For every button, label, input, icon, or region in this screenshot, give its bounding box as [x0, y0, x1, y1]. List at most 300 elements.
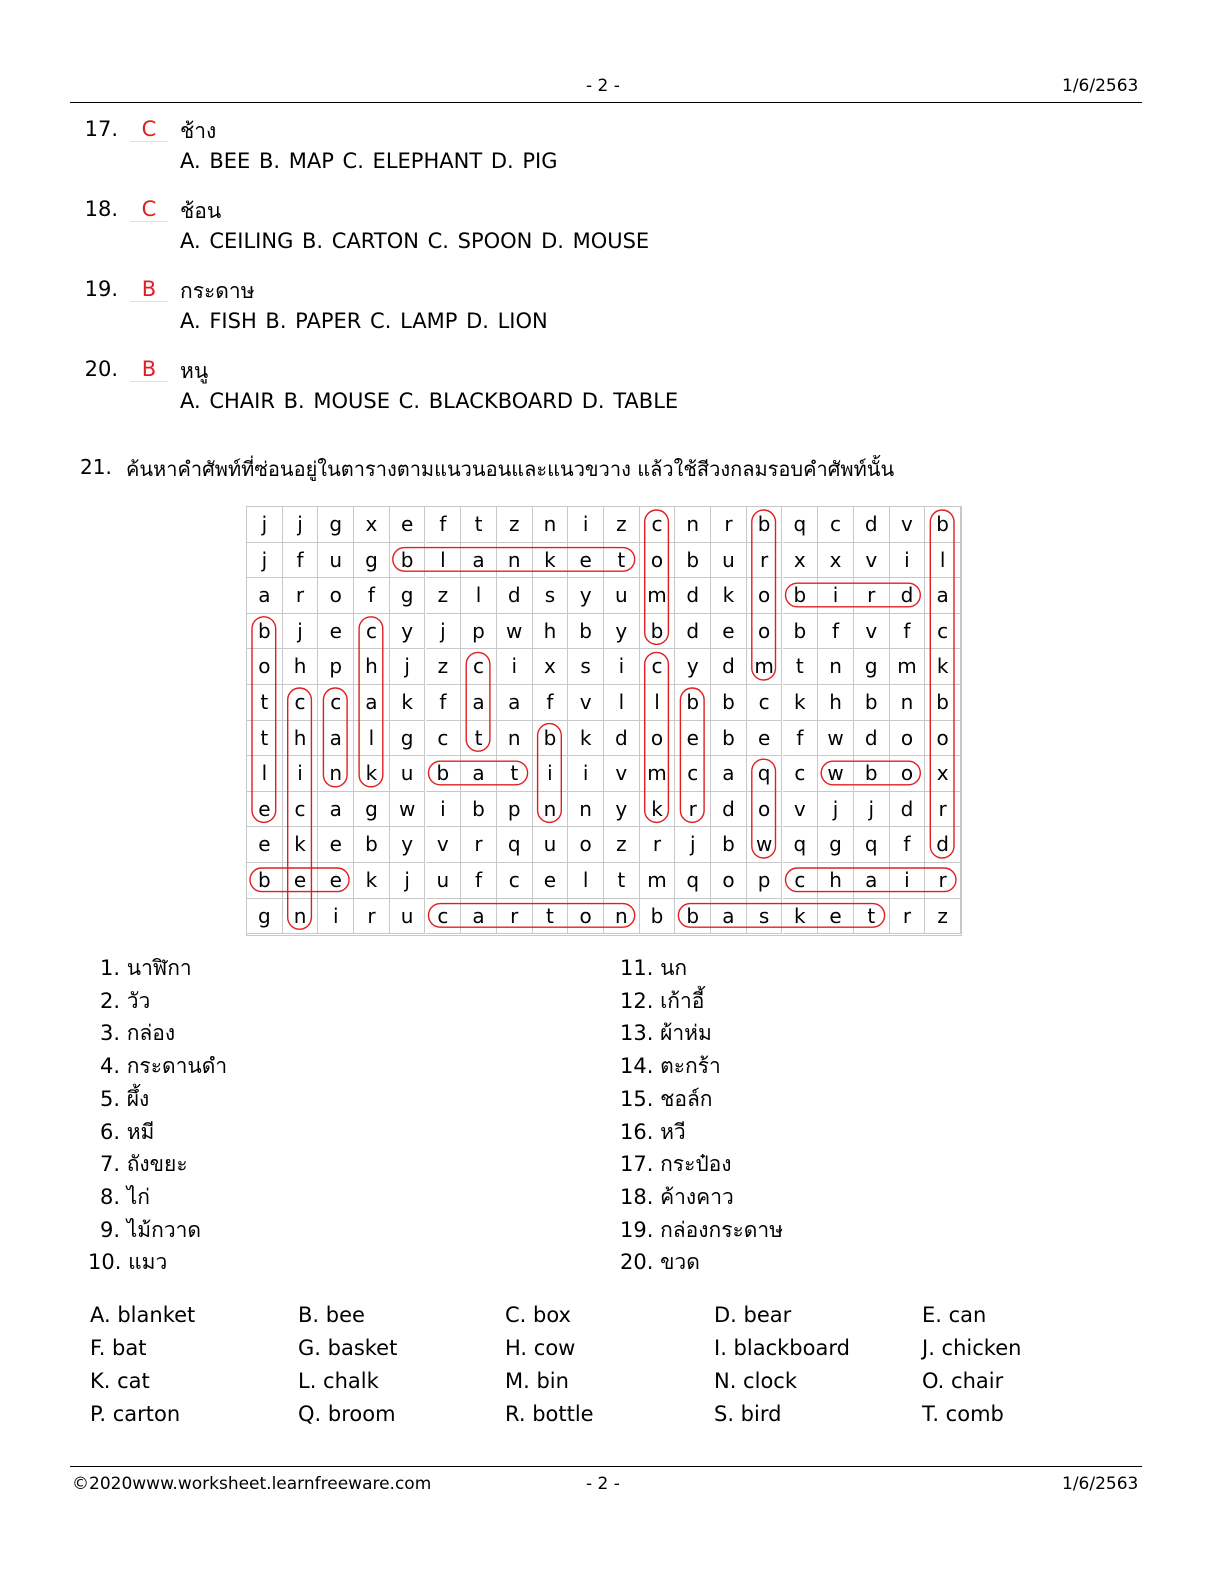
grid-cell[interactable]: t	[461, 721, 497, 757]
grid-cell[interactable]: a	[461, 899, 497, 935]
grid-cell[interactable]: h	[818, 685, 854, 721]
header-date: 1/6/2563	[1062, 76, 1139, 96]
grid-cell[interactable]: c	[783, 756, 819, 792]
grid-cell[interactable]: m	[890, 649, 926, 685]
grid-cell[interactable]: j	[247, 507, 283, 543]
question-number: 18.	[84, 197, 118, 221]
grid-cell[interactable]: t	[604, 543, 640, 579]
grid-cell[interactable]: g	[354, 792, 390, 828]
grid-cell[interactable]: i	[318, 899, 354, 935]
grid-cell[interactable]: o	[890, 721, 926, 757]
grid-cell[interactable]: e	[568, 543, 604, 579]
grid-cell[interactable]: a	[318, 792, 354, 828]
grid-cell[interactable]: o	[568, 827, 604, 863]
grid-cell[interactable]: b	[354, 827, 390, 863]
grid-cell[interactable]: o	[747, 578, 783, 614]
grid-cell[interactable]: x	[354, 507, 390, 543]
vocabulary-option: P. carton	[90, 1402, 181, 1426]
grid-cell[interactable]: b	[854, 756, 890, 792]
grid-cell[interactable]: d	[675, 578, 711, 614]
grid-cell[interactable]: i	[426, 792, 462, 828]
grid-cell[interactable]: k	[354, 756, 390, 792]
vocabulary-option: B. bee	[298, 1303, 365, 1327]
question-options: A. FISH B. PAPER C. LAMP D. LION	[180, 309, 548, 333]
grid-cell[interactable]: o	[925, 721, 961, 757]
grid-cell[interactable]: r	[854, 578, 890, 614]
footer-rule	[70, 1466, 1142, 1467]
grid-cell[interactable]: b	[783, 578, 819, 614]
grid-cell[interactable]: b	[675, 899, 711, 935]
grid-cell[interactable]: d	[497, 578, 533, 614]
grid-cell[interactable]: h	[354, 649, 390, 685]
grid-cell[interactable]: u	[390, 899, 426, 935]
grid-cell[interactable]: r	[497, 899, 533, 935]
grid-cell[interactable]: k	[568, 721, 604, 757]
grid-cell[interactable]: u	[390, 756, 426, 792]
grid-cell[interactable]: o	[747, 792, 783, 828]
answer-blank[interactable]: C	[130, 197, 168, 222]
grid-cell[interactable]: p	[747, 863, 783, 899]
grid-cell[interactable]: f	[533, 685, 569, 721]
vocabulary-option: K. cat	[90, 1369, 150, 1393]
grid-cell[interactable]: y	[390, 827, 426, 863]
grid-cell[interactable]: c	[318, 685, 354, 721]
grid-cell[interactable]: r	[354, 899, 390, 935]
grid-cell[interactable]: q	[747, 756, 783, 792]
grid-cell[interactable]: f	[818, 614, 854, 650]
grid-cell[interactable]: k	[354, 863, 390, 899]
grid-cell[interactable]: m	[640, 863, 676, 899]
grid-cell[interactable]: l	[461, 578, 497, 614]
grid-cell[interactable]: o	[640, 721, 676, 757]
grid-cell[interactable]: n	[604, 899, 640, 935]
grid-cell[interactable]: m	[640, 756, 676, 792]
grid-cell[interactable]: e	[318, 863, 354, 899]
grid-cell[interactable]: e	[711, 614, 747, 650]
grid-cell[interactable]: v	[890, 507, 926, 543]
grid-cell[interactable]: h	[533, 614, 569, 650]
grid-cell[interactable]: r	[461, 827, 497, 863]
grid-cell[interactable]: e	[283, 863, 319, 899]
grid-cell[interactable]: g	[854, 649, 890, 685]
grid-cell[interactable]: q	[675, 863, 711, 899]
grid-cell[interactable]: h	[818, 863, 854, 899]
grid-cell[interactable]: g	[390, 721, 426, 757]
grid-cell[interactable]: b	[675, 685, 711, 721]
grid-cell[interactable]: u	[711, 543, 747, 579]
grid-cell[interactable]: n	[675, 507, 711, 543]
grid-cell[interactable]: k	[640, 792, 676, 828]
clue-item: 17. กระป๋อง	[620, 1152, 732, 1177]
vocabulary-option: C. box	[505, 1303, 571, 1327]
clue-item: 10. แมว	[88, 1250, 168, 1275]
grid-cell[interactable]: d	[890, 578, 926, 614]
grid-cell[interactable]: i	[890, 543, 926, 579]
grid-cell[interactable]: b	[247, 863, 283, 899]
grid-cell[interactable]: s	[533, 578, 569, 614]
footer-date: 1/6/2563	[1062, 1474, 1139, 1494]
grid-cell[interactable]: d	[675, 614, 711, 650]
grid-cell[interactable]: d	[711, 649, 747, 685]
clue-item: 11. นก	[620, 956, 688, 980]
grid-cell[interactable]: i	[533, 756, 569, 792]
grid-cell[interactable]: j	[390, 863, 426, 899]
grid-cell[interactable]: g	[247, 899, 283, 935]
grid-cell[interactable]: z	[604, 507, 640, 543]
grid-cell[interactable]: j	[390, 649, 426, 685]
grid-cell[interactable]: u	[604, 578, 640, 614]
footer-copyright: ©2020www.worksheet.learnfreeware.com	[72, 1474, 432, 1494]
grid-cell[interactable]: l	[604, 685, 640, 721]
grid-cell[interactable]: m	[640, 578, 676, 614]
grid-cell[interactable]: b	[675, 543, 711, 579]
grid-cell[interactable]: n	[533, 507, 569, 543]
grid-cell[interactable]: r	[283, 578, 319, 614]
grid-cell[interactable]: b	[640, 899, 676, 935]
grid-cell[interactable]: e	[247, 792, 283, 828]
grid-cell[interactable]: t	[247, 721, 283, 757]
grid-cell[interactable]: x	[818, 543, 854, 579]
grid-cell[interactable]: t	[497, 756, 533, 792]
grid-cell[interactable]: z	[497, 507, 533, 543]
grid-cell[interactable]: a	[247, 578, 283, 614]
grid-cell[interactable]: c	[497, 863, 533, 899]
grid-cell[interactable]: b	[925, 507, 961, 543]
grid-cell[interactable]: e	[818, 899, 854, 935]
header-page-number: - 2 -	[586, 76, 620, 96]
grid-cell[interactable]: l	[247, 756, 283, 792]
grid-cell[interactable]: n	[818, 649, 854, 685]
grid-cell[interactable]: e	[318, 614, 354, 650]
clue-item: 3. กล่อง	[100, 1021, 176, 1046]
grid-cell[interactable]: w	[390, 792, 426, 828]
clue-item: 6. หมี	[100, 1119, 155, 1144]
grid-cell[interactable]: n	[497, 721, 533, 757]
grid-cell[interactable]: g	[318, 507, 354, 543]
grid-cell[interactable]: k	[390, 685, 426, 721]
grid-cell[interactable]: e	[747, 721, 783, 757]
word-search-grid	[246, 506, 962, 936]
grid-cell[interactable]: f	[461, 863, 497, 899]
grid-cell[interactable]: c	[640, 507, 676, 543]
grid-cell[interactable]: v	[568, 685, 604, 721]
grid-cell[interactable]: b	[640, 614, 676, 650]
grid-cell[interactable]: o	[640, 543, 676, 579]
grid-cell[interactable]: o	[568, 899, 604, 935]
grid-cell[interactable]: t	[854, 899, 890, 935]
grid-cell[interactable]: y	[568, 578, 604, 614]
vocabulary-option: Q. broom	[298, 1402, 396, 1426]
vocabulary-option: E. can	[922, 1303, 987, 1327]
question-word: ช้าง	[180, 119, 217, 143]
grid-cell[interactable]: a	[854, 863, 890, 899]
grid-cell[interactable]: p	[461, 614, 497, 650]
grid-cell[interactable]: x	[783, 543, 819, 579]
grid-cell[interactable]: r	[640, 827, 676, 863]
grid-cell[interactable]: b	[711, 721, 747, 757]
grid-cell[interactable]: j	[283, 507, 319, 543]
grid-cell[interactable]: o	[247, 649, 283, 685]
vocabulary-option: R. bottle	[505, 1402, 594, 1426]
grid-cell[interactable]: t	[247, 685, 283, 721]
vocabulary-option: L. chalk	[298, 1369, 379, 1393]
grid-cell[interactable]: z	[925, 899, 961, 935]
grid-cell[interactable]: c	[640, 649, 676, 685]
grid-cell[interactable]: g	[390, 578, 426, 614]
grid-cell[interactable]: r	[675, 792, 711, 828]
grid-cell[interactable]: b	[461, 792, 497, 828]
grid-cell[interactable]: n	[497, 543, 533, 579]
grid-cell[interactable]: z	[604, 827, 640, 863]
grid-cell[interactable]: r	[925, 792, 961, 828]
clue-item: 1. นาฬิกา	[100, 956, 192, 980]
grid-cell[interactable]: d	[711, 792, 747, 828]
grid-cell[interactable]: i	[818, 578, 854, 614]
clue-item: 13. ผ้าห่ม	[620, 1021, 712, 1046]
grid-cell[interactable]: s	[568, 649, 604, 685]
grid-cell[interactable]: n	[568, 792, 604, 828]
grid-cell[interactable]: h	[283, 649, 319, 685]
question-options: A. CEILING B. CARTON C. SPOON D. MOUSE	[180, 229, 650, 253]
question-options: A. BEE B. MAP C. ELEPHANT D. PIG	[180, 149, 558, 173]
vocabulary-option: I. blackboard	[714, 1336, 850, 1360]
grid-cell[interactable]: q	[783, 827, 819, 863]
grid-cell[interactable]: w	[818, 756, 854, 792]
grid-cell[interactable]: b	[426, 756, 462, 792]
question-options: A. CHAIR B. MOUSE C. BLACKBOARD D. TABLE	[180, 389, 679, 413]
grid-cell[interactable]: u	[426, 863, 462, 899]
grid-cell[interactable]: b	[711, 685, 747, 721]
grid-cell[interactable]: b	[854, 685, 890, 721]
grid-cell[interactable]: l	[925, 543, 961, 579]
question-number: 19.	[84, 277, 118, 301]
answer-blank[interactable]: B	[130, 357, 168, 382]
grid-cell[interactable]: d	[925, 827, 961, 863]
grid-cell[interactable]: a	[925, 578, 961, 614]
grid-cell[interactable]: w	[818, 721, 854, 757]
grid-cell[interactable]: f	[426, 507, 462, 543]
grid-cell[interactable]: j	[854, 792, 890, 828]
grid-cell[interactable]: l	[354, 721, 390, 757]
grid-cell[interactable]: k	[283, 827, 319, 863]
vocabulary-option: G. basket	[298, 1336, 398, 1360]
grid-cell[interactable]: j	[818, 792, 854, 828]
clue-item: 4. กระดานดำ	[100, 1054, 228, 1079]
grid-cell[interactable]: o	[890, 756, 926, 792]
vocabulary-option: S. bird	[714, 1402, 782, 1426]
grid-cell[interactable]: k	[925, 649, 961, 685]
clue-item: 19. กล่องกระดาษ	[620, 1217, 784, 1242]
grid-cell[interactable]: j	[426, 614, 462, 650]
grid-cell[interactable]: a	[711, 899, 747, 935]
grid-cell[interactable]: n	[318, 756, 354, 792]
grid-cell[interactable]: a	[461, 685, 497, 721]
grid-cell[interactable]: l	[426, 543, 462, 579]
grid-cell[interactable]: i	[497, 649, 533, 685]
grid-cell[interactable]: f	[354, 578, 390, 614]
grid-cell[interactable]: l	[568, 863, 604, 899]
grid-cell[interactable]: c	[675, 756, 711, 792]
clue-item: 8. ไก่	[100, 1184, 150, 1209]
grid-cell[interactable]: d	[890, 792, 926, 828]
grid-cell[interactable]: t	[533, 899, 569, 935]
grid-cell[interactable]: a	[354, 685, 390, 721]
grid-cell[interactable]: u	[533, 827, 569, 863]
vocabulary-option: J. chicken	[922, 1336, 1022, 1360]
grid-cell[interactable]: f	[426, 685, 462, 721]
grid-cell[interactable]: e	[533, 863, 569, 899]
footer-page-number: - 2 -	[586, 1474, 620, 1494]
question-21-instruction: ค้นหาคำศัพท์ที่ซ่อนอยู่ในตารางตามแนวนอนและแนวขวาง แล้วใช้สีวงกลมรอบคำศัพท์นั้น	[126, 457, 895, 481]
grid-cell[interactable]: f	[890, 827, 926, 863]
grid-cell[interactable]: b	[568, 614, 604, 650]
grid-cell[interactable]: i	[890, 863, 926, 899]
grid-cell[interactable]: f	[283, 543, 319, 579]
grid-cell[interactable]: e	[247, 827, 283, 863]
grid-cell[interactable]: i	[568, 756, 604, 792]
grid-cell[interactable]: b	[390, 543, 426, 579]
grid-cell[interactable]: z	[426, 649, 462, 685]
vocabulary-option: F. bat	[90, 1336, 147, 1360]
grid-cell[interactable]: b	[247, 614, 283, 650]
vocabulary-option: A. blanket	[90, 1303, 196, 1327]
grid-cell[interactable]: r	[890, 899, 926, 935]
grid-cell[interactable]: c	[283, 685, 319, 721]
grid-cell[interactable]: a	[711, 756, 747, 792]
grid-cell[interactable]: w	[747, 827, 783, 863]
grid-cell[interactable]: j	[675, 827, 711, 863]
grid-cell[interactable]: r	[747, 543, 783, 579]
grid-cell[interactable]: d	[854, 721, 890, 757]
clue-item: 18. ค้างคาว	[620, 1184, 734, 1209]
grid-cell[interactable]: o	[747, 614, 783, 650]
grid-cell[interactable]: q	[497, 827, 533, 863]
question-word: หนู	[180, 359, 209, 383]
grid-cell[interactable]: c	[283, 792, 319, 828]
grid-cell[interactable]: t	[783, 649, 819, 685]
grid-cell[interactable]: v	[426, 827, 462, 863]
grid-cell[interactable]: c	[461, 649, 497, 685]
grid-cell[interactable]: d	[604, 721, 640, 757]
grid-cell[interactable]: k	[783, 685, 819, 721]
grid-cell[interactable]: x	[533, 649, 569, 685]
grid-cell[interactable]: a	[461, 756, 497, 792]
grid-cell[interactable]: b	[783, 614, 819, 650]
grid-cell[interactable]: v	[604, 756, 640, 792]
clue-item: 14. ตะกร้า	[620, 1054, 721, 1079]
grid-cell[interactable]: t	[604, 863, 640, 899]
grid-cell[interactable]: a	[318, 721, 354, 757]
grid-cell[interactable]: i	[604, 649, 640, 685]
grid-cell[interactable]: y	[675, 649, 711, 685]
clue-item: 9. ไม้กวาด	[100, 1217, 202, 1242]
grid-cell[interactable]: c	[783, 863, 819, 899]
grid-cell[interactable]: j	[283, 614, 319, 650]
grid-cell[interactable]: g	[354, 543, 390, 579]
grid-cell[interactable]: f	[783, 721, 819, 757]
grid-cell[interactable]: i	[283, 756, 319, 792]
grid-cell[interactable]: f	[890, 614, 926, 650]
vocabulary-option: O. chair	[922, 1369, 1004, 1393]
grid-cell[interactable]: p	[497, 792, 533, 828]
grid-cell[interactable]: d	[854, 507, 890, 543]
grid-cell[interactable]: j	[247, 543, 283, 579]
grid-cell[interactable]: q	[783, 507, 819, 543]
grid-cell[interactable]: r	[711, 507, 747, 543]
grid-cell[interactable]: r	[925, 863, 961, 899]
grid-cell[interactable]: s	[747, 899, 783, 935]
clue-item: 15. ชอล์ก	[620, 1086, 713, 1111]
clue-item: 12. เก้าอี้	[620, 988, 705, 1013]
vocabulary-option: M. bin	[505, 1369, 569, 1393]
grid-cell[interactable]: e	[318, 827, 354, 863]
grid-cell[interactable]: z	[426, 578, 462, 614]
grid-cell[interactable]: u	[318, 543, 354, 579]
grid-cell[interactable]: t	[461, 507, 497, 543]
grid-cell[interactable]: c	[426, 721, 462, 757]
grid-cell[interactable]: y	[390, 614, 426, 650]
vocabulary-option: T. comb	[922, 1402, 1004, 1426]
grid-cell[interactable]: a	[461, 543, 497, 579]
grid-cell[interactable]: v	[783, 792, 819, 828]
grid-cell[interactable]: c	[426, 899, 462, 935]
grid-cell[interactable]: b	[925, 685, 961, 721]
grid-cell[interactable]: p	[318, 649, 354, 685]
question-21-number: 21.	[80, 455, 112, 479]
grid-cell[interactable]: o	[318, 578, 354, 614]
grid-cell[interactable]: l	[640, 685, 676, 721]
grid-cell[interactable]: v	[854, 614, 890, 650]
grid-cell[interactable]: k	[533, 543, 569, 579]
grid-cell[interactable]: b	[533, 721, 569, 757]
grid-cell[interactable]: c	[354, 614, 390, 650]
grid-cell[interactable]: a	[497, 685, 533, 721]
grid-cell[interactable]: h	[283, 721, 319, 757]
grid-cell[interactable]: n	[283, 899, 319, 935]
grid-cell[interactable]: b	[747, 507, 783, 543]
grid-cell[interactable]: y	[604, 614, 640, 650]
clue-item: 20. ขวด	[620, 1250, 700, 1275]
grid-cell[interactable]: b	[711, 827, 747, 863]
question-number: 17.	[84, 117, 118, 141]
grid-cell[interactable]: k	[711, 578, 747, 614]
question-word: กระดาษ	[180, 279, 255, 303]
grid-cell[interactable]: q	[854, 827, 890, 863]
grid-cell[interactable]: v	[854, 543, 890, 579]
grid-cell[interactable]: n	[533, 792, 569, 828]
answer-blank[interactable]: B	[130, 277, 168, 302]
answer-blank[interactable]: C	[130, 117, 168, 142]
grid-cell[interactable]: k	[783, 899, 819, 935]
grid-cell[interactable]: x	[925, 756, 961, 792]
clue-item: 2. วัว	[100, 988, 151, 1013]
grid-cell[interactable]: g	[818, 827, 854, 863]
grid-cell[interactable]: y	[604, 792, 640, 828]
vocabulary-option: N. clock	[714, 1369, 797, 1393]
grid-cell[interactable]: o	[711, 863, 747, 899]
vocabulary-option: H. cow	[505, 1336, 576, 1360]
grid-cell[interactable]: e	[390, 507, 426, 543]
grid-cell[interactable]: c	[747, 685, 783, 721]
grid-cell[interactable]: i	[568, 507, 604, 543]
grid-cell[interactable]: e	[675, 721, 711, 757]
grid-cell[interactable]: n	[890, 685, 926, 721]
grid-cell[interactable]: w	[497, 614, 533, 650]
grid-cell[interactable]: c	[818, 507, 854, 543]
grid-cell[interactable]: m	[747, 649, 783, 685]
grid-cell[interactable]: c	[925, 614, 961, 650]
header-rule	[70, 102, 1142, 103]
